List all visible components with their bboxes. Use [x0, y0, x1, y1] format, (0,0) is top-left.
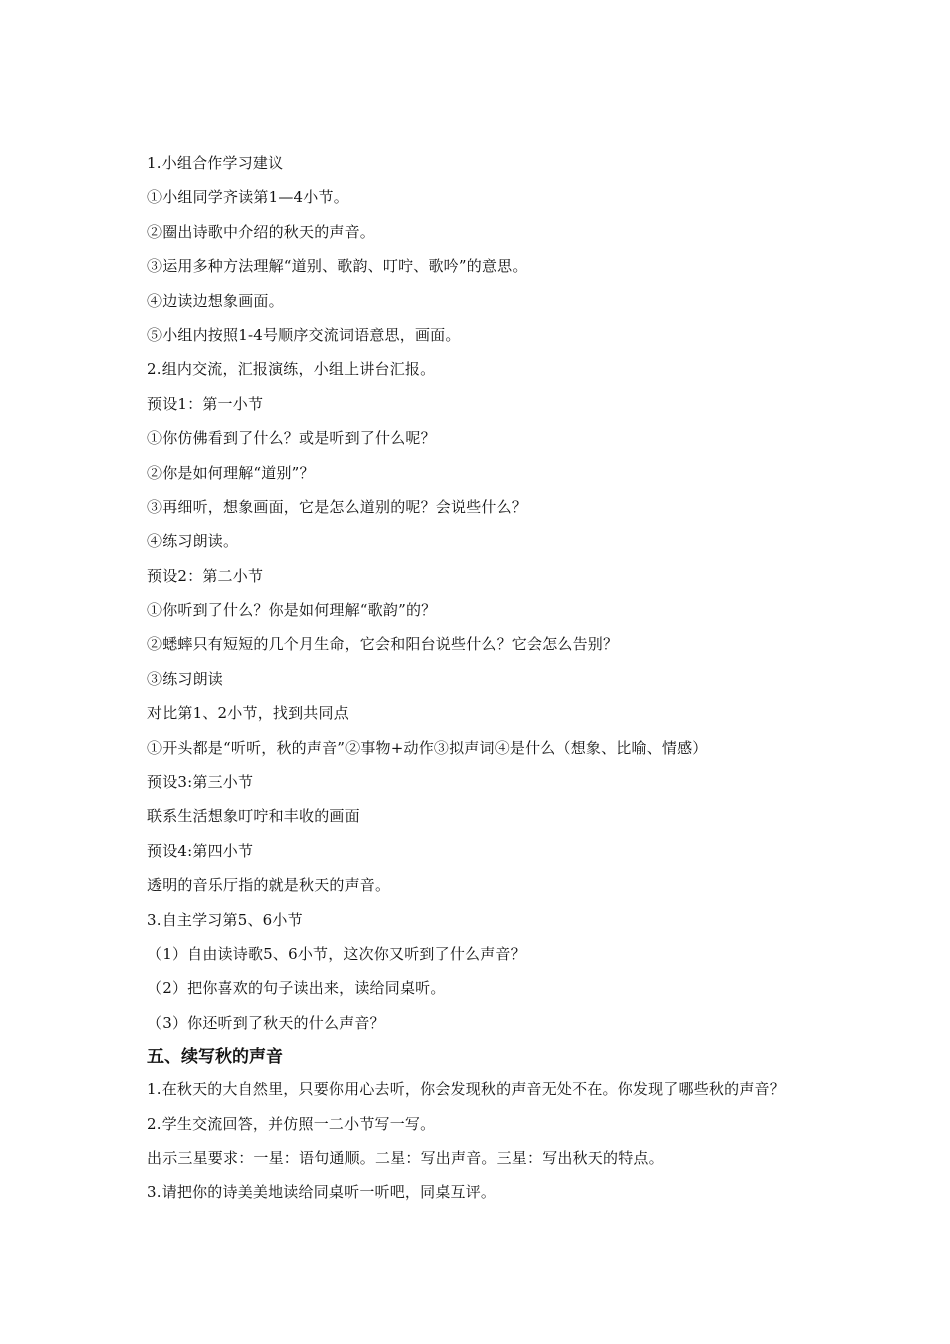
- paragraph-line: 预设2：第二小节: [147, 566, 264, 585]
- paragraph-line: ①你仿佛看到了什么？或是听到了什么呢？: [147, 429, 436, 448]
- paragraph-line: 预设1：第一小节: [147, 394, 264, 413]
- paragraph-line: ②蟋蟀只有短短的几个月生命，它会和阳台说些什么？它会怎么告别？: [147, 635, 619, 654]
- paragraph-line: 1.小组合作学习建议: [147, 154, 284, 172]
- section-heading: 五、续写秋的声音: [147, 1047, 283, 1068]
- paragraph-line: （3）你还听到了秋天的什么声音？: [147, 1013, 385, 1032]
- paragraph-line: （1）自由读诗歌5、6小节，这次你又听到了什么声音？: [147, 944, 526, 963]
- paragraph-line: 3.请把你的诗美美地读给同桌听一听吧，同桌互评。: [147, 1183, 497, 1202]
- paragraph-line: ①你听到了什么？你是如何理解“歌韵”的？: [147, 601, 437, 620]
- paragraph-line: ②你是如何理解“道别”？: [147, 463, 315, 482]
- paragraph-line: ④边读边想象画面。: [147, 291, 284, 310]
- paragraph-line: 对比第1、2小节，找到共同点: [147, 704, 349, 723]
- paragraph-line: 联系生活想象叮咛和丰收的画面: [147, 807, 360, 826]
- paragraph-line: ③练习朗读: [147, 669, 224, 688]
- document-body: [147, 153, 867, 1217]
- paragraph-line: ③运用多种方法理解“道别、歌韵、叮咛、歌吟”的意思。: [147, 257, 528, 276]
- paragraph-line: 2.学生交流回答，并仿照一二小节写一写。: [147, 1114, 436, 1133]
- paragraph-line: ②圈出诗歌中介绍的秋天的声音。: [147, 222, 376, 241]
- paragraph-line: 透明的音乐厅指的就是秋天的声音。: [147, 876, 391, 895]
- paragraph-line: 3.自主学习第5、6小节: [147, 910, 303, 929]
- paragraph-line: 预设3:第三小节: [147, 773, 254, 792]
- paragraph-line: ③再细听，想象画面，它是怎么道别的呢？会说些什么？: [147, 497, 528, 516]
- paragraph-line: 预设4:第四小节: [147, 841, 254, 860]
- paragraph-line: ①开头都是“听听，秋的声音”②事物+动作③拟声词④是什么（想象、比喻、情感）: [147, 738, 708, 757]
- paragraph-line: （2）把你喜欢的句子读出来，读给同桌听。: [147, 979, 446, 998]
- paragraph-line: 2.组内交流，汇报演练，小组上讲台汇报。: [147, 360, 436, 379]
- paragraph-line: 1.在秋天的大自然里，只要你用心去听，你会发现秋的声音无处不在。你发现了哪些秋的声音？: [147, 1080, 785, 1099]
- paragraph-line: ⑤小组内按照1-4号顺序交流词语意思，画面。: [147, 325, 461, 344]
- paragraph-line: ④练习朗读。: [147, 532, 239, 551]
- paragraph-line: 出示三星要求：一星：语句通顺。二星：写出声音。三星：写出秋天的特点。: [147, 1148, 664, 1167]
- paragraph-line: ①小组同学齐读第1—4小节。: [147, 188, 349, 207]
